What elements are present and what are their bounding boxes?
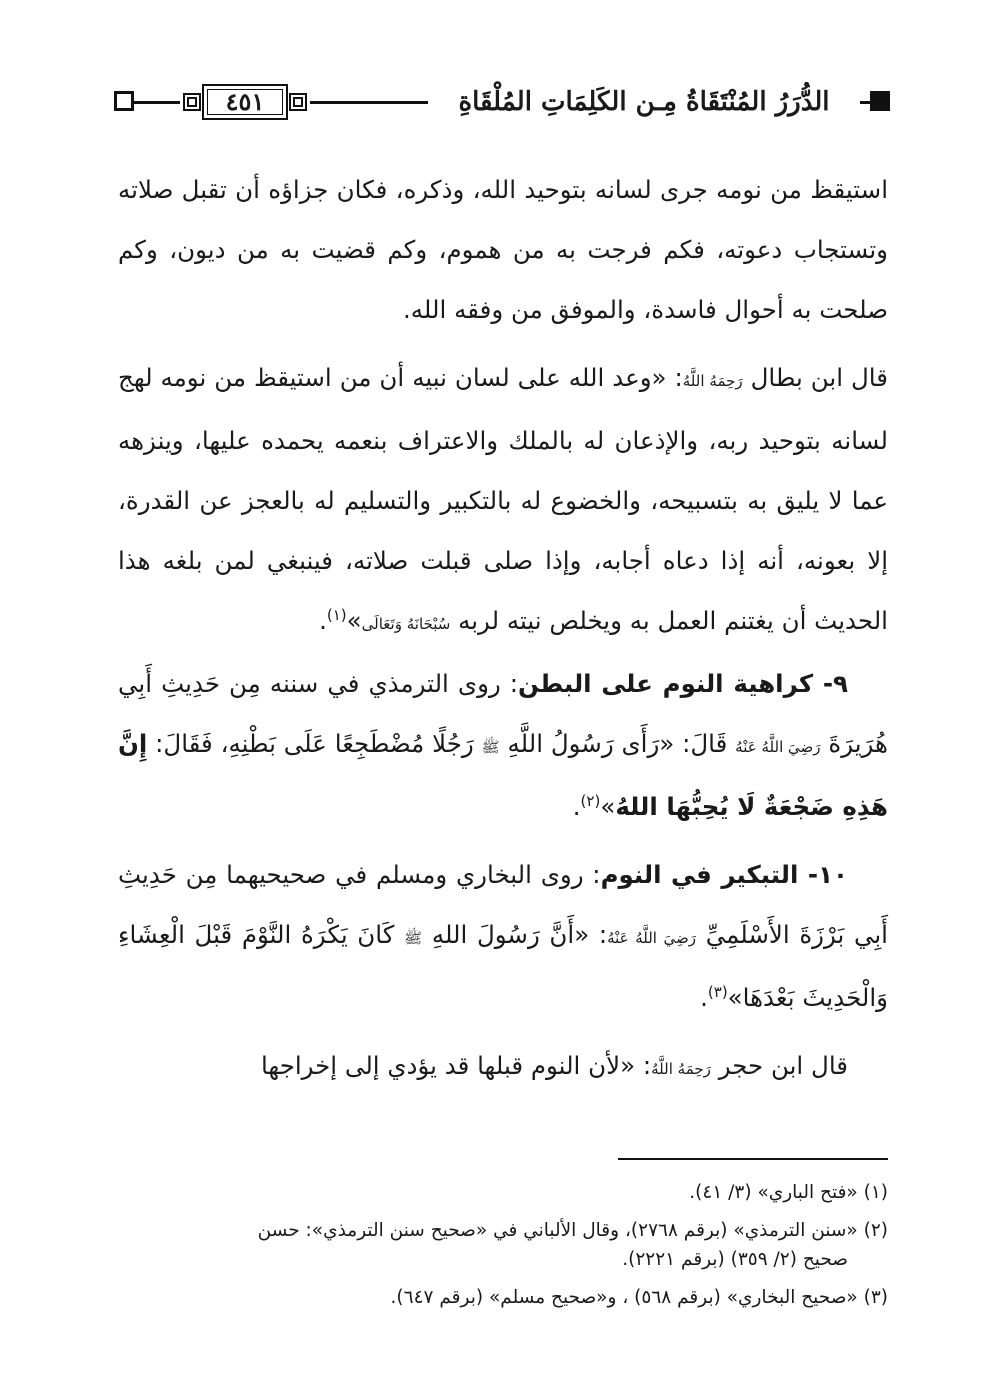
footnote-2-line-1: (٢) «سنن الترمذي» (برقم ٢٧٦٨)، وقال الألباني في «صحيح سنن الترمذي»: حسن <box>257 1220 888 1241</box>
ibn-battal-intro: قال ابن بطال <box>750 363 888 392</box>
right-knot-ornament-icon <box>288 92 308 112</box>
section-10-text-c: كَانَ يَكْرَهُ النَّوْمَ قَبْلَ الْعِشَاءِ وَالْحَدِيثَ بَعْدَهَا» <box>118 920 888 1012</box>
footnote-ref-2: (٢) <box>580 791 601 810</box>
header-open-square-icon <box>114 91 134 111</box>
section-10-text-b: : «أَنَّ رَسُولَ اللهِ <box>431 920 608 949</box>
section-9-text-c: رَجُلًا مُضْطَجِعًا عَلَى بَطْنِهِ، فَقَالَ: <box>147 729 482 758</box>
section-10-heading: ١٠- التبكير في النوم <box>600 860 849 889</box>
footnote-1: (١) «فتح الباري» (٣/ ٤١). <box>689 1182 888 1203</box>
page-body <box>118 160 888 1099</box>
section-9-text-a: : روى الترمذي في سننه مِن حَدِيثِ أَبِي هُرَيرَةَ <box>118 669 888 758</box>
running-header <box>110 78 894 128</box>
page-number-ornament <box>180 84 310 120</box>
ibn-battal-quote: : «وعد الله على لسان نبيه أن من استيقظ من نومه لهج لسانه بتوحيد ربه، والإذعان له بالملك والاعتراف بنعمه يحمده عليها، وينزهه عما لا يليق به بتسبيحه، والخضوع له بالتكبير والتسليم له بالعجز عن القدرة، إلا بعونه، أنه إذا دعاه أجابه، وإذا صلى قبلت صلاته، فينبغي لمن بلغه هذا الحديث أن يغتنم العمل به ويخلص نيته لربه <box>118 363 888 635</box>
hadith-bold-phrase: إِنَّ هَذِهِ ضَجْعَةٌ لَا يُحِبُّهَا اللهُ <box>118 729 888 821</box>
honorific-salla: ﷺ <box>404 929 423 947</box>
ibn-hajar-quote: : «لأن النوم قبلها قد يؤدي إلى إخراجها <box>260 1051 652 1080</box>
ibn-hajar-intro: قال ابن حجر <box>718 1051 848 1080</box>
footnote-3: (٣) «صحيح البخاري» (برقم ٥٦٨) ، و«صحيح مسلم» (برقم ٦٤٧). <box>390 1287 888 1308</box>
page-number: ٤٥١ <box>225 87 265 116</box>
footnote-2-line-2: صحيح (٢/ ٣٥٩) (برقم ٢٢٢١). <box>622 1249 848 1270</box>
honorific-salla: ﷺ <box>481 738 500 756</box>
quote-close: » <box>600 792 616 821</box>
footnote-ref-1: (١) <box>326 605 347 624</box>
paragraph-1: استيقظ من نومه جرى لسانه بتوحيد الله، وذكره، فكان جزاؤه أن تقبل صلاته وتستجاب دعوته، فكم فرجت به من هموم، وكم قضيت به من ديون، وكم صلحت به أحوال فاسدة، والموفق من وفقه الله. <box>118 175 888 324</box>
paragraph-ibn-battal <box>118 348 888 654</box>
honorific-rahimahullah: رَحِمَهُ اللَّهُ <box>651 1060 711 1078</box>
header-rule-middle <box>310 101 430 104</box>
full-stop: . <box>700 983 708 1012</box>
footnote-separator <box>618 1158 888 1160</box>
full-stop: . <box>319 606 327 635</box>
footnote-ref-3: (٣) <box>707 982 728 1001</box>
honorific-radiallahu: رَضِيَ اللَّهُ عَنْهُ <box>735 738 821 756</box>
section-9-text-b: قَالَ: «رَأَى رَسُولُ اللَّهِ <box>507 729 736 758</box>
section-9-heading: ٩- كراهية النوم على البطن <box>518 669 848 698</box>
paragraph-section-9 <box>118 654 888 837</box>
footnote-2 <box>118 1216 888 1274</box>
quote-close: » <box>346 606 362 635</box>
header-rule-left <box>132 101 180 104</box>
honorific-radiallahu: رَضِيَ اللَّهُ عَنْهُ <box>607 929 697 947</box>
section-10-text-a: : روى البخاري ومسلم في صحيحيهما مِن حَدِيثِ أَبِي بَرْزَةَ الأَسْلَمِيِّ <box>118 860 888 949</box>
paragraph-ibn-hajar <box>118 1036 888 1099</box>
header-solid-square-icon <box>870 91 890 111</box>
honorific-subhanahu: سُبْحَانَهُ وَتَعَالَى <box>361 615 451 633</box>
paragraph-section-10 <box>118 845 888 1028</box>
footnotes <box>118 1178 888 1321</box>
full-stop: . <box>572 792 581 821</box>
book-title: الدُّرَرُ المُنْتَقَاةُ مِـن الكَلِمَاتِ المُلْقَاةِ <box>428 84 860 120</box>
honorific-rahimahullah: رَحِمَهُ اللَّهُ <box>682 372 743 390</box>
left-knot-ornament-icon <box>182 92 202 112</box>
